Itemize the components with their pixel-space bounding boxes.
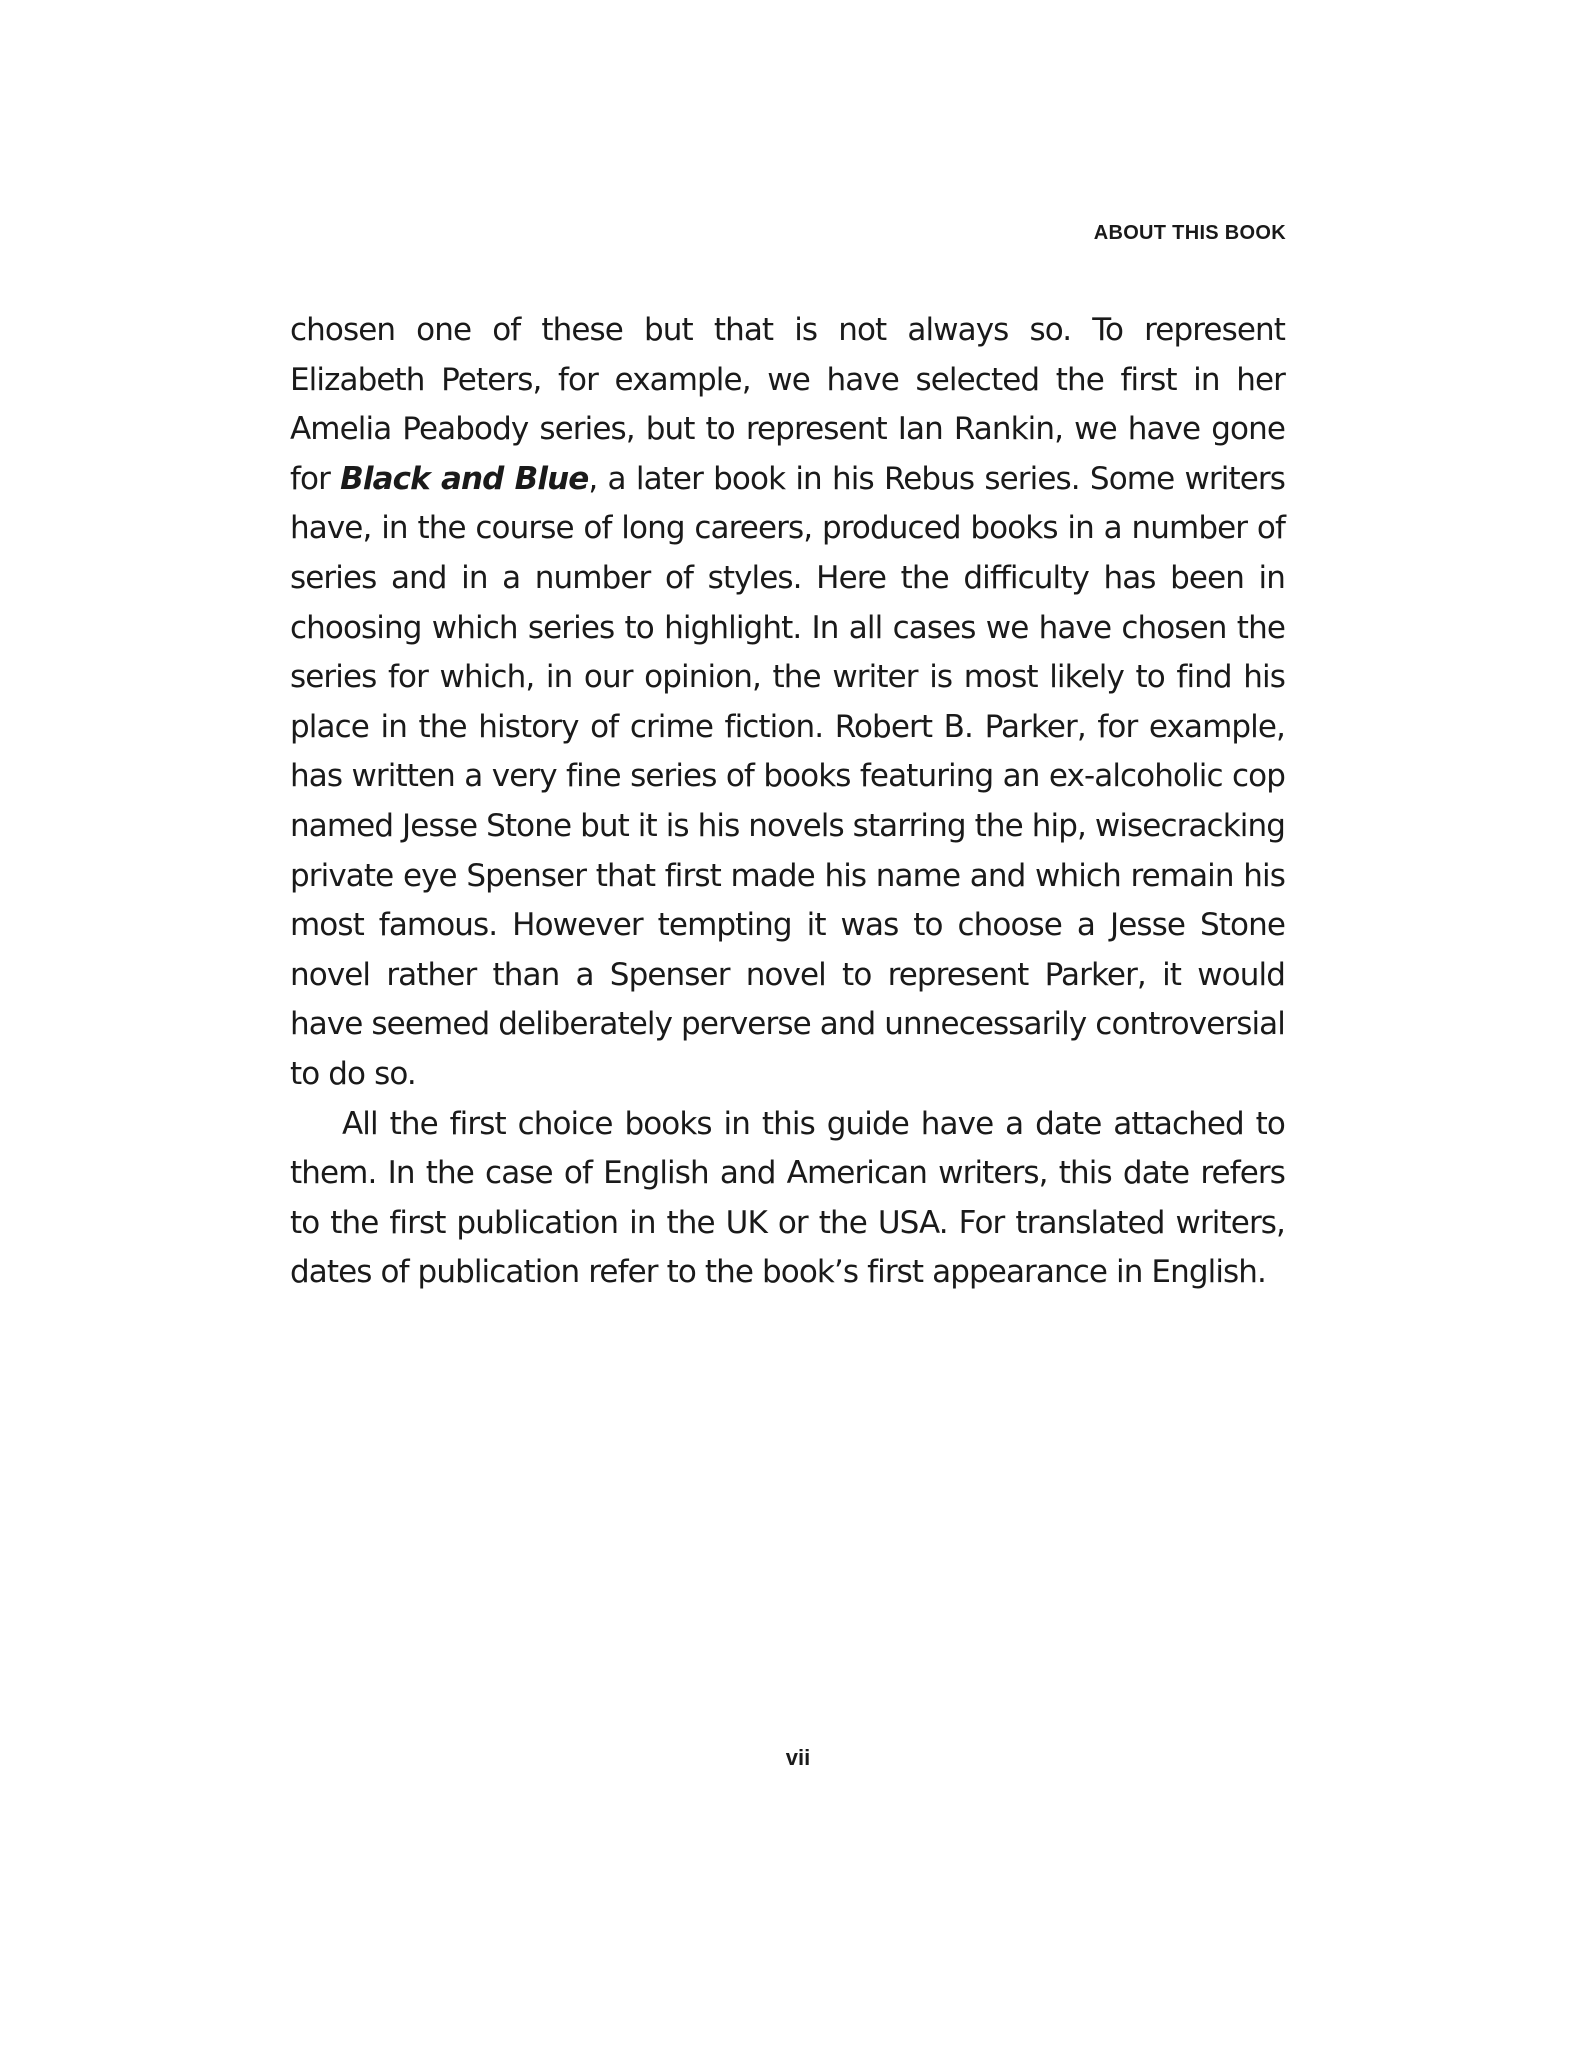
paragraph-2: All the first choice books in this guide have a date attached to them. In the case of English and American writers, this date refers to the first publication in the UK or the USA. For translated writers, dates of publication refer to the book’s first appearance in English.	[290, 1105, 1285, 1291]
page-number: vii	[785, 1745, 811, 1770]
paragraph-1-text-start: chosen one of these but that is not always so. To represent Elizabeth Peters, for example, we have selected the first in her Amelia Peabody series, but to represent Ian Rankin, we have gone for	[290, 312, 1285, 497]
body-text	[290, 306, 1285, 1298]
paragraph-1	[290, 306, 1285, 1100]
paragraph-1-text-end: , a later book in his Rebus series. Some writers have, in the course of long careers, produced books in a number of series and in a number of styles. Here the difficulty has been in choosing which series to highlight. In all cases we have chosen the series for which, in our opinion, the writer is most likely to find his place in the history of crime fiction. Robert B. Parker, for example, has written a very fine series of books featuring an ex-alcoholic cop named Jesse Stone but it is his novels starring the hip, wisecracking private eye Spenser that first made his name and which remain his most famous. However tempting it was to choose a Jesse Stone novel rather than a Spenser novel to represent Parker, it would have seemed deliberately perverse and unnecessarily controversial to do so.	[290, 460, 1285, 1092]
running-head: ABOUT THIS BOOK	[1093, 222, 1286, 244]
book-title-black-and-blue: Black and Blue	[340, 460, 589, 497]
